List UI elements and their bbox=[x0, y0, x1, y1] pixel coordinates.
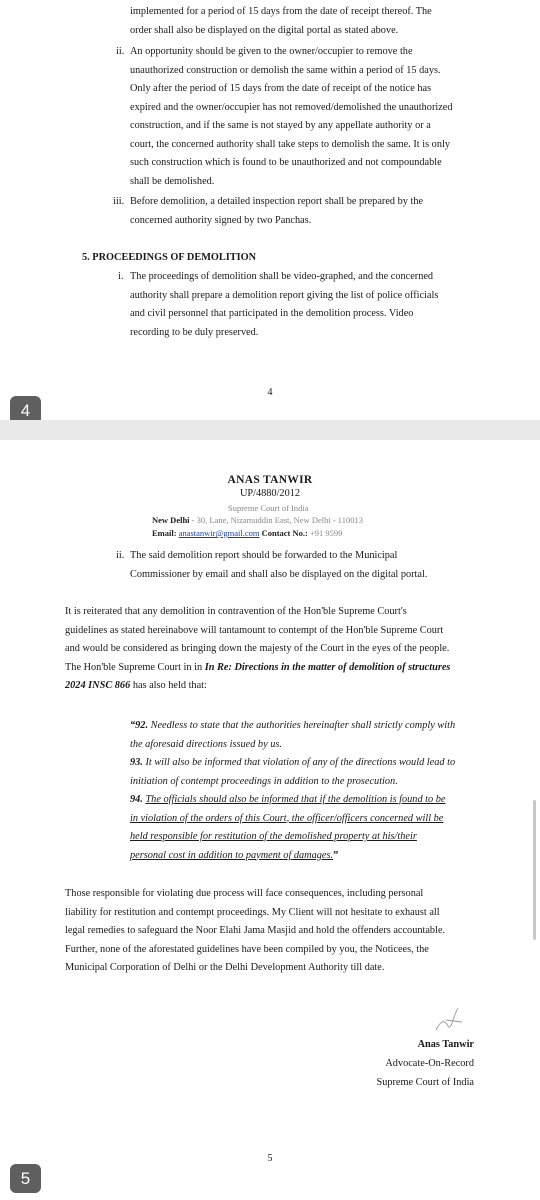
quote-number: 93. bbox=[130, 757, 143, 768]
text-line: The proceedings of demolition shall be video-graphed, and the concerned bbox=[130, 271, 434, 282]
text-line: liability for restitution and contempt proceedings. My Client will not hesitate to exhaust all bbox=[65, 906, 440, 918]
text-line: Municipal Corporation of Delhi or the Delhi Development Authority till date. bbox=[65, 962, 385, 973]
text-line: An opportunity should be given to the owner/occupier to remove the bbox=[130, 46, 413, 57]
signature-scribble bbox=[428, 1000, 468, 1040]
text-line: authority shall prepare a demolition report giving the list of police officials bbox=[130, 289, 439, 301]
section5-item-ii bbox=[130, 547, 474, 584]
text-line: recording to be duly preserved. bbox=[130, 326, 259, 338]
text-span: The officials should also be informed that if the demolition is found to be bbox=[145, 794, 446, 805]
text-line: legal remedies to safeguard the Noor Elahi Jama Masjid and hold the offenders accountable. bbox=[65, 925, 446, 936]
text-line: the aforesaid directions issued by us. bbox=[130, 738, 282, 750]
text-line bbox=[65, 659, 475, 678]
signatory-court: Supreme Court of India bbox=[376, 1077, 474, 1088]
text-line: expired and the owner/occupier has not removed/demolished the unauthorized bbox=[130, 101, 453, 113]
quote-94 bbox=[130, 791, 476, 865]
quote-number: 94. bbox=[130, 794, 143, 805]
list-number: ii. bbox=[116, 550, 125, 561]
consequences-paragraph bbox=[65, 885, 475, 978]
text-span: The Hon'ble Supreme Court in in bbox=[65, 661, 203, 673]
item-iii-paragraph bbox=[130, 193, 474, 230]
stamp-contact bbox=[152, 528, 342, 538]
case-title: In Re: Directions in the matter of demolition of structures bbox=[204, 661, 451, 673]
text-line: shall be demolished. bbox=[130, 175, 215, 187]
text-line: Further, none of the aforestated guidelines have been compiled by you, the Noticees, the bbox=[65, 943, 429, 955]
quote-92 bbox=[130, 717, 476, 754]
text-line: It is reiterated that any demolition in contravention of the Hon'ble Supreme Court's bbox=[65, 606, 407, 617]
text-line: guidelines as stated hereinabove will tantamount to contempt of the Hon'ble Supreme Court bbox=[65, 624, 444, 636]
signatory-name: Anas Tanwir bbox=[417, 1039, 474, 1050]
text-line: in violation of the orders of this Court, the officer/officers concerned will be bbox=[130, 812, 444, 824]
text-span: has also held that: bbox=[132, 680, 207, 691]
text-line bbox=[130, 847, 476, 866]
text-line bbox=[130, 791, 476, 810]
stamp-label: Contact No.: bbox=[261, 528, 308, 538]
section-heading: 5. PROCEEDINGS OF DEMOLITION bbox=[82, 252, 257, 263]
list-number: ii. bbox=[116, 46, 125, 57]
text-line: and civil personnel that participated in the demolition process. Video bbox=[130, 308, 414, 319]
text-line: unauthorized construction or demolish the same within a period of 15 days. bbox=[130, 64, 441, 76]
page-indicator-badge: 4 bbox=[10, 396, 41, 425]
text-line: The said demolition report should be forwarded to the Municipal bbox=[130, 550, 398, 561]
signatory-title: Advocate-On-Record bbox=[385, 1058, 474, 1069]
case-citation: 2024 INSC 866 bbox=[65, 680, 131, 691]
page-indicator-badge: 5 bbox=[10, 1164, 41, 1193]
text-line: order shall also be displayed on the digital portal as stated above. bbox=[130, 24, 399, 36]
letterhead-registration: UP/4880/2012 bbox=[239, 488, 301, 499]
text-line: and would be considered as bringing down the majesty of the Court in the eyes of the people. bbox=[65, 643, 450, 654]
list-number: i. bbox=[118, 271, 124, 282]
section5-item-i bbox=[130, 268, 474, 342]
reiteration-paragraph bbox=[65, 603, 475, 696]
page-number: 4 bbox=[267, 387, 273, 398]
text-line: held responsible for restitution of the demolished property at his/their bbox=[130, 831, 417, 842]
text-line: implemented for a period of 15 days from the date of receipt thereof. The bbox=[130, 6, 432, 17]
text-line: initiation of contempt proceedings in addition to the prosecution. bbox=[130, 775, 398, 787]
stamp-line: Supreme Court of India bbox=[228, 503, 309, 513]
stamp-label: Email: bbox=[152, 528, 177, 538]
page-separator bbox=[0, 420, 540, 440]
text-line bbox=[130, 754, 476, 773]
text-span: It will also be informed that violation of any of the directions would lead to bbox=[145, 757, 456, 768]
quote-93 bbox=[130, 754, 476, 791]
text-line: Before demolition, a detailed inspection report shall be prepared by the bbox=[130, 196, 424, 207]
list-number: iii. bbox=[113, 196, 125, 207]
email-link[interactable]: anastanwir@gmail.com bbox=[178, 528, 260, 538]
text-span: personal cost in addition to payment of damages. bbox=[130, 849, 334, 861]
text-span: Needless to state that the authorities hereinafter shall strictly comply with bbox=[150, 720, 456, 731]
stamp-address-text: - 30, Lane, Nizamuddin East, New Delhi - 110013 bbox=[191, 515, 363, 525]
text-line bbox=[130, 717, 476, 736]
text-line: concerned authority signed by two Panchas. bbox=[130, 214, 312, 226]
stamp-phone: +91 9599 bbox=[309, 528, 343, 538]
stamp-address bbox=[152, 515, 363, 525]
text-line: such construction which is found to be unauthorized and not compoundable bbox=[130, 157, 442, 168]
item-ii-paragraph bbox=[130, 43, 474, 191]
scrollbar-thumb[interactable] bbox=[533, 800, 536, 940]
closing-quote: ” bbox=[333, 849, 339, 861]
item-i-continuation bbox=[130, 3, 474, 40]
text-line bbox=[65, 677, 475, 696]
quote-number: “92. bbox=[130, 720, 149, 731]
text-line: Commissioner by email and shall also be displayed on the digital portal. bbox=[130, 568, 428, 580]
text-line: Only after the period of 15 days from the date of receipt of the notice has bbox=[130, 83, 432, 94]
page-number: 5 bbox=[267, 1153, 273, 1164]
text-line: construction, and if the same is not stayed by any appellate authority or a bbox=[130, 120, 431, 131]
text-line: Those responsible for violating due process will face consequences, including personal bbox=[65, 888, 424, 899]
text-line: court, the concerned authority shall take steps to demolish the same. It is only bbox=[130, 138, 450, 150]
document-page-4 bbox=[0, 0, 540, 420]
letterhead-name: ANAS TANWIR bbox=[227, 474, 313, 486]
stamp-label: New Delhi bbox=[152, 515, 190, 525]
